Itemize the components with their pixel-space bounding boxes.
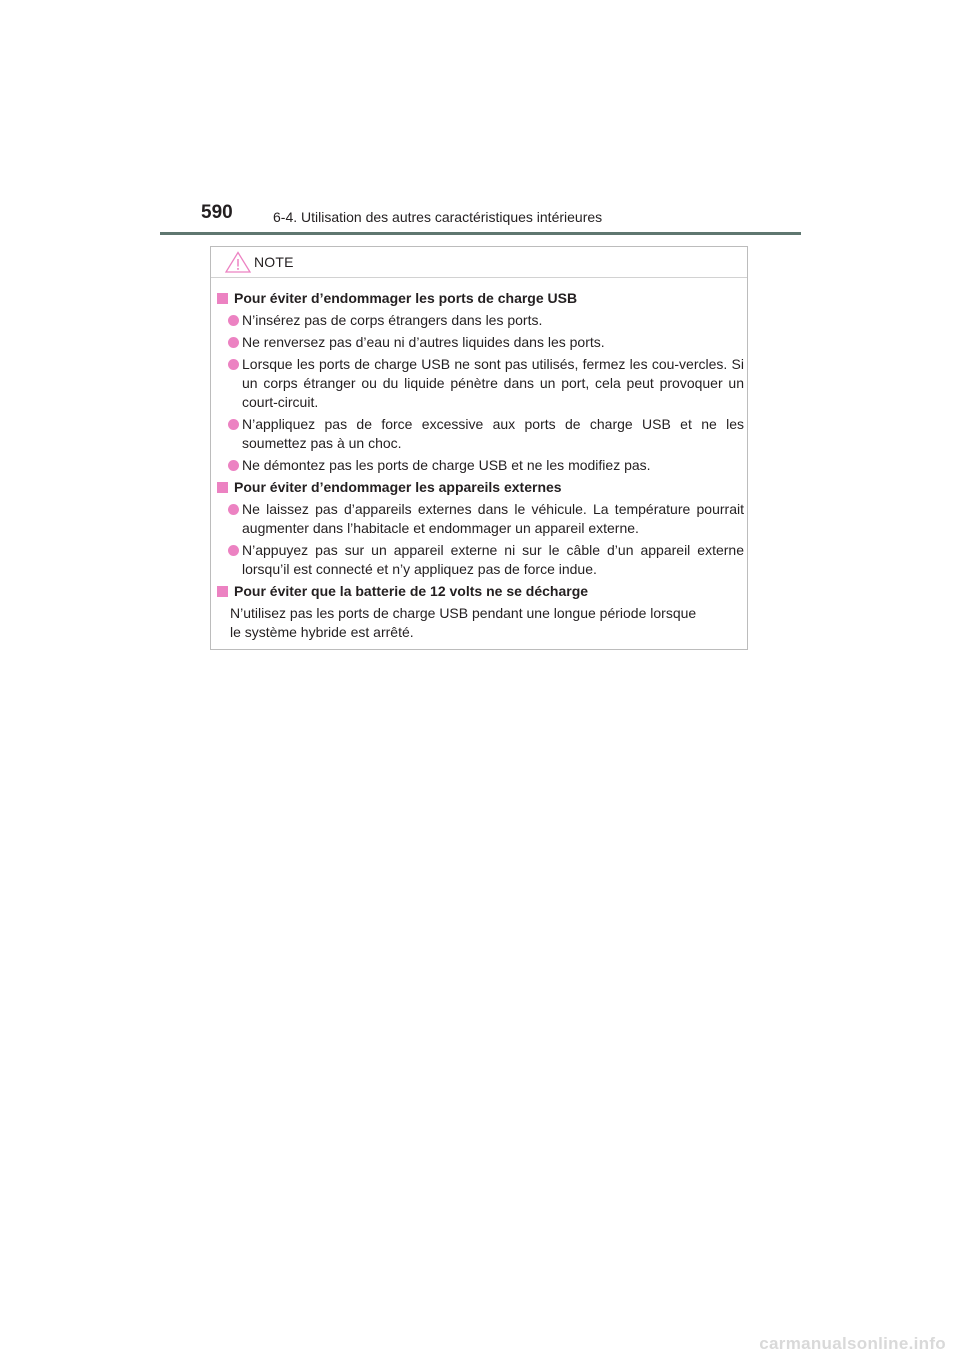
list-item: N’insérez pas de corps étrangers dans les ports. — [217, 311, 744, 330]
list-item: Lorsque les ports de charge USB ne sont pas utilisés, fermez les cou-vercles. Si un corps étranger ou du liquide pénètre dans un port, cela peut provoquer un court-circuit. — [217, 355, 744, 412]
section-heading: Pour éviter que la batterie de 12 volts ne se décharge — [217, 582, 744, 601]
round-bullet-icon — [228, 545, 239, 556]
square-bullet-icon — [217, 293, 228, 304]
header-rule — [160, 232, 801, 235]
page-number: 590 — [201, 202, 233, 223]
list-item: N’appuyez pas sur un appareil externe ni sur le câble d’un appareil externe lorsqu’il est connecté et n’y appliquez pas de force indue. — [217, 541, 744, 579]
round-bullet-icon — [228, 337, 239, 348]
watermark: carmanualsonline.info — [759, 1334, 946, 1353]
section-heading: Pour éviter d’endommager les appareils externes — [217, 478, 744, 497]
round-bullet-icon — [228, 315, 239, 326]
round-bullet-icon — [228, 419, 239, 430]
note-body — [217, 289, 744, 642]
note-label: NOTE — [254, 254, 294, 270]
square-bullet-icon — [217, 482, 228, 493]
list-item: Ne renversez pas d’eau ni d’autres liquides dans les ports. — [217, 333, 744, 352]
round-bullet-icon — [228, 359, 239, 370]
warning-triangle-icon — [225, 251, 251, 273]
list-item: Ne laissez pas d’appareils externes dans le véhicule. La température pourrait augmenter dans l’habitacle et endommager un appareil externe. — [217, 500, 744, 538]
square-bullet-icon — [217, 586, 228, 597]
note-box — [210, 246, 748, 650]
note-header — [211, 247, 747, 278]
round-bullet-icon — [228, 504, 239, 515]
section-paragraph: N’utilisez pas les ports de charge USB pendant une longue période lorsque le système hybride est arrêté. — [230, 605, 697, 640]
section-heading: Pour éviter d’endommager les ports de charge USB — [217, 289, 744, 308]
round-bullet-icon — [228, 460, 239, 471]
section-title: 6-4. Utilisation des autres caractéristiques intérieures — [273, 209, 603, 225]
list-item: N’appliquez pas de force excessive aux ports de charge USB et ne les soumettez pas à un choc. — [217, 415, 744, 453]
list-item: Ne démontez pas les ports de charge USB et ne les modifiez pas. — [217, 456, 744, 475]
